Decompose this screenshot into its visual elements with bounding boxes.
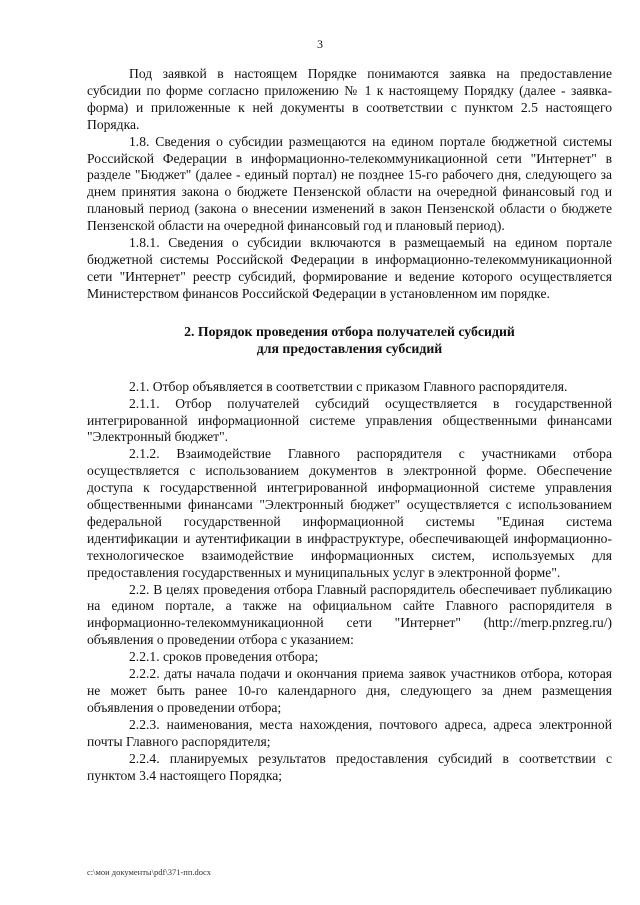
section-heading-line-2: для предоставления субсидий — [256, 340, 443, 356]
paragraph: 2.2.3. наименования, места нахождения, почтового адреса, адреса электронной почты Главного распорядителя; — [87, 716, 612, 749]
section-heading-line-1: 2. Порядок проведения отбора получателей субсидий — [184, 323, 515, 339]
paragraph: Под заявкой в настоящем Порядке понимаются заявка на предоставление субсидии по форме согласно приложению № 1 к настоящему Порядку (далее - заявка-форма) и приложенные к ней документы в соответствии с пунктом 2.5 настоящего Порядка. — [87, 66, 612, 132]
paragraph: 2.1.1. Отбор получателей субсидий осуществляется в государственной интегрированной информационной системе управления общественными финансами "Электронный бюджет". — [87, 395, 612, 445]
page-number: 3 — [317, 37, 323, 51]
paragraph: 1.8.1. Сведения о субсидии включаются в размещаемый на едином портале бюджетной системы Российской Федерации в информационно-телекоммуникационной сети "Интернет" реестр субсидий, формирование и ведение которого осуществляется Министерством финансов Российской Федерации в установленном им порядке. — [87, 235, 612, 301]
paragraph: 2.2.1. сроков проведения отбора; — [129, 649, 319, 665]
document-body — [87, 66, 612, 784]
paragraph: 2.1.2. Взаимодействие Главного распорядителя с участниками отбора осуществляется с использованием документов в электронной форме. Обеспечение доступа к государственной интегрированной информационной системе управления общественными финансами "Электронный бюджет" осуществляется с использованием федеральной государственной информационной системы "Единая система идентификации и аутентификации в инфраструктуре, обеспечивающей информационно-технологическое взаимодействие информационных систем, используемых для предоставления государственных и муниципальных услуг в электронной форме". — [87, 446, 612, 580]
paragraph: 2.2. В целях проведения отбора Главный распорядитель обеспечивает публикацию на едином портале, а также на официальном сайте Главного распорядителя в информационно-телекоммуникационной сети "Интернет" (http://merp.pnzreg.ru/) объявления о проведении отбора с указанием: — [87, 581, 612, 648]
paragraph: 2.2.2. даты начала подачи и окончания приема заявок участников отбора, которая не может быть ранее 10-го календарного дня, следующего за днем размещения объявления о проведении отбора; — [87, 666, 612, 715]
paragraph: 2.1. Отбор объявляется в соответствии с приказом Главного распорядителя. — [129, 378, 568, 394]
paragraph: 1.8. Сведения о субсидии размещаются на едином портале бюджетной системы Российской Федерации в информационно-телекоммуникационной сети "Интернет" в разделе "Бюджет" (далее - единый портал) не позднее 15-го рабочего дня, следующего за днем принятия закона о бюджете Пензенской области на очередной финансовый год и плановый период (закона о внесении изменений в закон Пензенской области о бюджете Пензенской области на очередной финансовый год и плановый период). — [87, 133, 612, 234]
paragraph: 2.2.4. планируемых результатов предоставления субсидий в соответствии с пунктом 3.4 настоящего Порядка; — [87, 750, 612, 783]
file-path-footer: c:\мои документы\pdf\371-пп.docx — [87, 867, 212, 877]
